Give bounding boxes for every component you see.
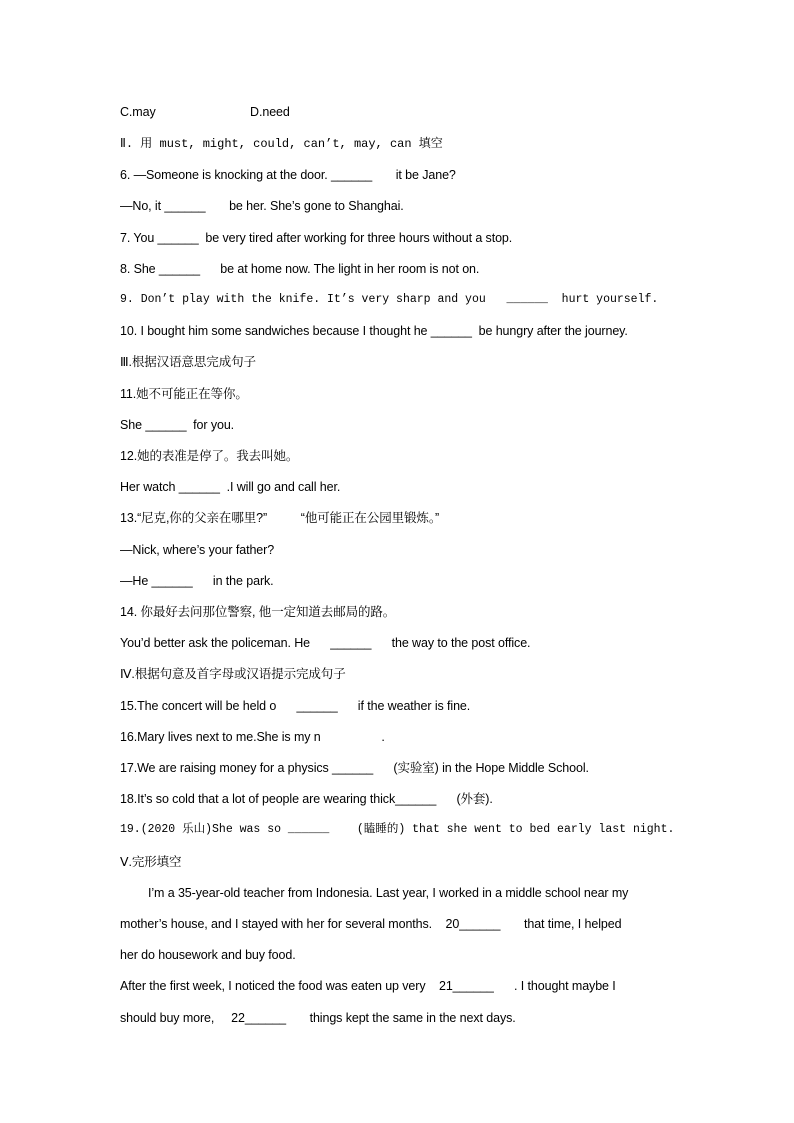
option-c-d: C.may D.need	[120, 105, 290, 119]
question-16: 16.Mary lives next to me.She is my n .	[120, 730, 385, 744]
question-14-english: You’d better ask the policeman. He ______ the way to the post office.	[120, 636, 531, 650]
cloze-paragraph-line-4: After the first week, I noticed the food was eaten up very 21______ . I thought maybe I	[120, 979, 616, 993]
cloze-paragraph-line-1: I’m a 35-year-old teacher from Indonesia. Last year, I worked in a middle school near my	[148, 886, 629, 900]
question-6-line-1: 6. —Someone is knocking at the door. ______ it be Jane?	[120, 168, 456, 182]
section-3-heading: Ⅲ.根据汉语意思完成句子	[120, 355, 256, 369]
question-6-line-2: —No, it ______ be her. She’s gone to Shanghai.	[120, 199, 404, 213]
question-9: 9. Don’t play with the knife. It’s very sharp and you ______ hurt yourself.	[120, 293, 659, 306]
question-15: 15.The concert will be held o ______ if the weather is fine.	[120, 699, 471, 713]
question-14-chinese: 14. 你最好去问那位警察, 他一定知道去邮局的路。	[120, 605, 396, 619]
question-18: 18.It’s so cold that a lot of people are wearing thick______ (外套).	[120, 792, 493, 806]
question-13-chinese: 13.“尼克,你的父亲在哪里?” “他可能正在公园里锻炼。”	[120, 511, 440, 525]
question-12-english: Her watch ______ .I will go and call her.	[120, 480, 341, 494]
question-8: 8. She ______ be at home now. The light in her room is not on.	[120, 262, 480, 276]
question-12-chinese: 12.她的表准是停了。我去叫她。	[120, 449, 299, 463]
question-13-english-2: —He ______ in the park.	[120, 574, 274, 588]
question-7: 7. You ______ be very tired after working for three hours without a stop.	[120, 231, 513, 245]
question-10: 10. I bought him some sandwiches because I thought he ______ be hungry after the journey.	[120, 324, 628, 338]
section-5-heading: Ⅴ.完形填空	[120, 855, 182, 869]
section-4-heading: Ⅳ.根据句意及首字母或汉语提示完成句子	[120, 667, 346, 681]
cloze-paragraph-line-2: mother’s house, and I stayed with her for several months. 20______ that time, I helped	[120, 917, 622, 931]
section-2-heading: Ⅱ. 用 must, might, could, can’t, may, can 填空	[120, 137, 443, 151]
question-17: 17.We are raising money for a physics ______ (实验室) in the Hope Middle School.	[120, 761, 589, 775]
cloze-paragraph-line-5: should buy more, 22______ things kept the same in the next days.	[120, 1011, 516, 1025]
question-11-chinese: 11.她不可能正在等你。	[120, 387, 248, 401]
question-13-english-1: —Nick, where’s your father?	[120, 543, 275, 557]
cloze-paragraph-line-3: her do housework and buy food.	[120, 948, 296, 962]
question-19: 19.(2020 乐山)She was so ______ (瞌睡的) that she went to bed early last night.	[120, 823, 675, 836]
question-11-english: She ______ for you.	[120, 418, 235, 432]
